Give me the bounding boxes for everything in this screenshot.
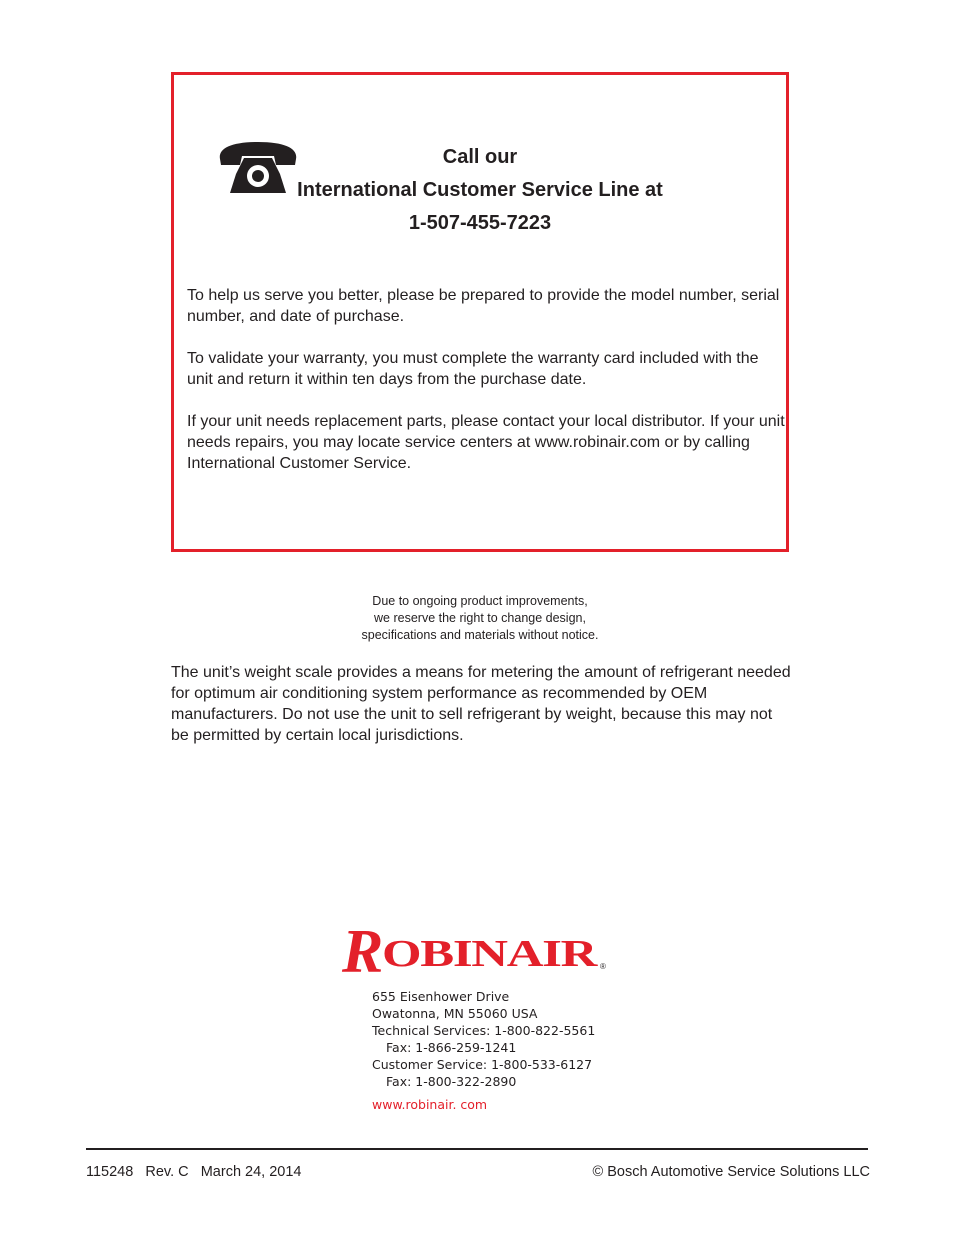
heading-line-2: International Customer Service Line at	[297, 179, 663, 201]
heading-line-1: Call our	[442, 146, 518, 168]
customer-service: Customer Service: 1-800-533-6127	[372, 1057, 593, 1072]
website-link[interactable]: www.robinair. com	[372, 1097, 488, 1112]
technical-services: Technical Services: 1-800-822-5561	[372, 1023, 596, 1038]
paragraph-repairs: If your unit needs replacement parts, please contact your local distributor. If your unit needs repairs, you may locate service centers at www.robinair.com or by calling International Customer Service.	[187, 413, 785, 472]
registered-mark: ®	[600, 962, 606, 971]
paragraph-warranty: To validate your warranty, you must complete the warranty card included with the unit and return it within ten days from the purchase date.	[187, 350, 759, 388]
paragraph-prepare: To help us serve you better, please be prepared to provide the model number, serial number, and date of purchase.	[187, 287, 780, 325]
notice-line: we reserve the right to change design,	[374, 611, 586, 625]
logo-wordmark: OBINAIR	[382, 933, 599, 975]
footer-divider	[86, 1148, 868, 1150]
notice-line: Due to ongoing product improvements,	[372, 594, 588, 608]
robinair-logo	[340, 919, 612, 975]
technical-fax: Fax: 1-866-259-1241	[386, 1040, 517, 1055]
phone-number: 1-507-455-7223	[408, 212, 552, 234]
logo-initial: R	[342, 919, 384, 975]
customer-service-box	[171, 72, 789, 552]
weight-scale-disclaimer: The unit’s weight scale provides a means for metering the amount of refrigerant needed for optimum air conditioning system performance as recommended by OEM manufacturers. Do not use the unit to sell refrigerant by weight, because this may not be permitted by certain local jurisdictions.	[171, 664, 791, 744]
notice-line: specifications and materials without notice.	[361, 628, 599, 642]
address-city: Owatonna, MN 55060 USA	[372, 1006, 538, 1021]
address-street: 655 Eisenhower Drive	[372, 989, 510, 1004]
customer-fax: Fax: 1-800-322-2890	[386, 1074, 517, 1089]
document-revision: 115248 Rev. C March 24, 2014	[86, 1164, 302, 1180]
call-heading	[174, 141, 786, 240]
copyright: © Bosch Automotive Service Solutions LLC	[592, 1164, 870, 1180]
service-info	[187, 285, 787, 495]
company-address	[372, 988, 672, 1090]
product-improvement-notice	[300, 593, 660, 644]
